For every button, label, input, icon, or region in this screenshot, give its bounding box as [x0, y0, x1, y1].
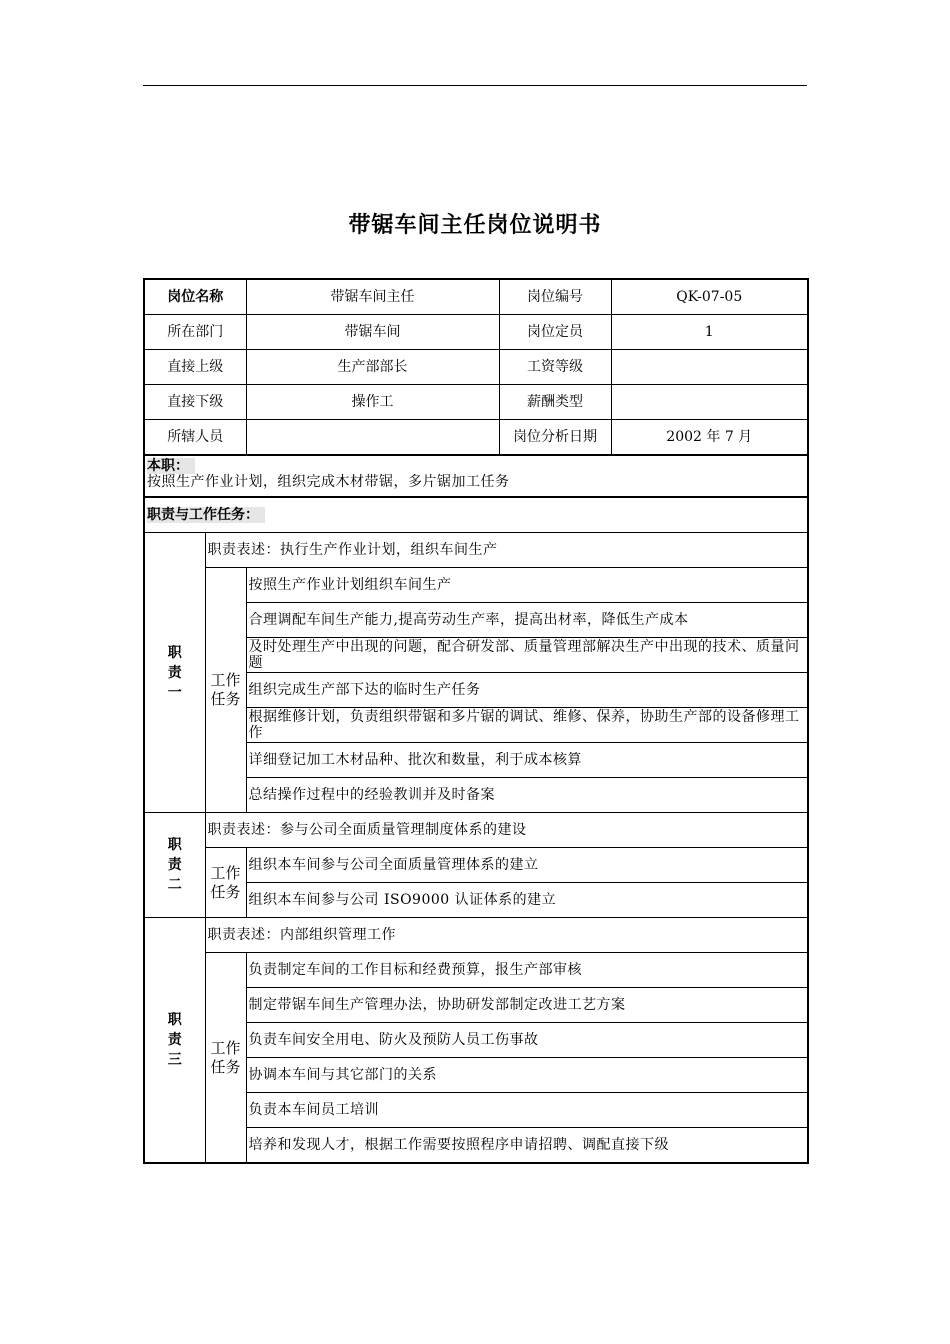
page-title: 带锯车间主任岗位说明书 [348, 213, 602, 238]
r1-task: 组织完成生产部下达的临时生产任务 [246, 673, 808, 708]
r3-name: 职 责 三 [144, 918, 205, 1164]
duty-text: 按照生产作业计划，组织完成木材带锯，多片锯加工任务 [147, 474, 510, 490]
label-analysis-date: 岗位分析日期 [499, 420, 611, 456]
value-headcount: 1 [611, 315, 808, 350]
responsibilities-header-row [144, 497, 808, 533]
r1-task: 按照生产作业计划组织车间生产 [246, 568, 808, 603]
r3-statement-row [144, 918, 808, 953]
label-position-name: 岗位名称 [144, 279, 246, 315]
label-supervisor: 直接上级 [144, 350, 246, 385]
r2-statement: 职责表述：参与公司全面质量管理制度体系的建设 [205, 813, 808, 848]
r1-task: 根据维修计划，负责组织带锯和多片锯的调试、维修、保养，协助生产部的设备修理工作 [246, 708, 808, 743]
r3-task: 负责制定车间的工作目标和经费预算，报生产部审核 [246, 953, 808, 988]
duty-label: 本职： [147, 458, 195, 474]
label-headcount: 岗位定员 [499, 315, 611, 350]
r3-task: 协调本车间与其它部门的关系 [246, 1058, 808, 1093]
r3-task: 培养和发现人才，根据工作需要按照程序申请招聘、调配直接下级 [246, 1128, 808, 1164]
r3-task: 制定带锯车间生产管理办法，协助研发部制定改进工艺方案 [246, 988, 808, 1023]
responsibilities-header-cell [144, 497, 808, 533]
label-position-code: 岗位编号 [499, 279, 611, 315]
value-salary-grade [611, 350, 808, 385]
responsibilities-label: 职责与工作任务： [147, 507, 265, 523]
value-pay-type [611, 385, 808, 420]
r1-task: 总结操作过程中的经验教训并及时备案 [246, 778, 808, 813]
r1-work-label: 工作 任务 [205, 568, 246, 813]
info-row [144, 350, 808, 385]
table-row [144, 568, 808, 603]
r3-task: 负责本车间员工培训 [246, 1093, 808, 1128]
job-description-table [143, 278, 809, 1164]
r2-task: 组织本车间参与公司 ISO9000 认证体系的建立 [246, 883, 808, 918]
label-salary-grade: 工资等级 [499, 350, 611, 385]
value-position-code: QK-07-05 [611, 279, 808, 315]
table-row [144, 953, 808, 988]
duty-cell [144, 455, 808, 497]
r1-task: 详细登记加工木材品种、批次和数量，利于成本核算 [246, 743, 808, 778]
label-subordinate: 直接下级 [144, 385, 246, 420]
r2-task: 组织本车间参与公司全面质量管理体系的建立 [246, 848, 808, 883]
value-supervisor: 生产部部长 [246, 350, 499, 385]
r1-task: 合理调配车间生产能力,提高劳动生产率，提高出材率，降低生产成本 [246, 603, 808, 638]
value-subordinate: 操作工 [246, 385, 499, 420]
info-row [144, 385, 808, 420]
r2-statement-row [144, 813, 808, 848]
table-row [144, 848, 808, 883]
info-row [144, 315, 808, 350]
value-department: 带锯车间 [246, 315, 499, 350]
value-staff [246, 420, 499, 456]
r2-name: 职 责 二 [144, 813, 205, 918]
header-rule [143, 85, 807, 86]
value-analysis-date: 2002 年 7 月 [611, 420, 808, 456]
label-department: 所在部门 [144, 315, 246, 350]
r3-statement: 职责表述：内部组织管理工作 [205, 918, 808, 953]
r1-statement-row [144, 533, 808, 568]
r1-name: 职 责 一 [144, 533, 205, 813]
r3-task: 负责车间安全用电、防火及预防人员工伤事故 [246, 1023, 808, 1058]
r1-task: 及时处理生产中出现的问题，配合研发部、质量管理部解决生产中出现的技术、质量问题 [246, 638, 808, 673]
value-position-name: 带锯车间主任 [246, 279, 499, 315]
label-staff: 所辖人员 [144, 420, 246, 456]
r3-work-label: 工作 任务 [205, 953, 246, 1164]
duty-row [144, 455, 808, 497]
info-row [144, 420, 808, 456]
label-pay-type: 薪酬类型 [499, 385, 611, 420]
r2-work-label: 工作 任务 [205, 848, 246, 918]
r1-statement: 职责表述：执行生产作业计划，组织车间生产 [205, 533, 808, 568]
info-row [144, 279, 808, 315]
